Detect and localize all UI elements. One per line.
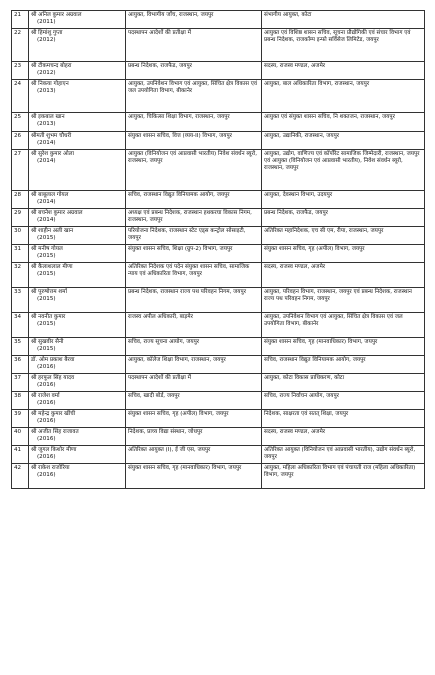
batch-year: (2015) (37, 271, 56, 277)
batch-year: (2016) (37, 382, 56, 388)
current-posting-cell: परियोजना निदेशक, राजस्थान स्टेट एड्स कन्ट्रोल सोसाइटी, जयपुर (126, 227, 262, 245)
new-posting-cell: सचिव, राजस्थान विद्युत विनियामक आयोग, जयपुर (262, 356, 425, 374)
officer-name: डॉ. ओम प्रकाश बैरवा (31, 357, 75, 363)
new-posting-cell: आयुक्त, देवस्थान विभाग, उदयपुर (262, 191, 425, 209)
batch-year: (2016) (37, 364, 56, 370)
current-posting-cell: सचिव, खादी बोर्ड, जयपुर (126, 392, 262, 410)
serial-number-cell: 34 (12, 313, 29, 338)
table-row (12, 464, 425, 489)
table-row (12, 191, 425, 209)
table-row (12, 428, 425, 446)
officer-cell (29, 150, 126, 191)
batch-year: (2015) (37, 321, 56, 327)
serial-number-cell: 36 (12, 356, 29, 374)
new-posting-cell: आयुक्त, उद्योग, वाणिज्य एवं कॉर्पोरेट सामाजिक जिम्मेदारी, राजस्थान, जयपुर एवं आयुक्त (विनियोजन एवं आप्रवासी भारतीय), निवेश संवर्धन ब्यूरो, राजस्थान, जयपुर (262, 150, 425, 191)
officer-name: श्री बचनेश कुमार अग्रवाल (31, 210, 83, 216)
batch-year: (2016) (37, 454, 56, 460)
officer-cell (29, 80, 126, 113)
serial-number-cell: 39 (12, 410, 29, 428)
officer-cell (29, 392, 126, 410)
officer-cell (29, 263, 126, 288)
officer-name: श्री हिमांशु गुप्ता (31, 30, 63, 36)
serial-number-cell: 22 (12, 29, 29, 62)
officer-name: श्री कैलाशलाल मीणा (31, 264, 73, 270)
officer-name: श्री पुरुषोत्तम शर्मा (31, 289, 67, 295)
table-row (12, 209, 425, 227)
table-row (12, 313, 425, 338)
officer-cell (29, 62, 126, 80)
current-posting-cell: अतिरिक्त आयुक्त (I), ई जी एस, जयपुर (126, 446, 262, 464)
serial-number-cell: 25 (12, 113, 29, 132)
officer-cell (29, 132, 126, 150)
batch-year: (2014) (37, 199, 56, 205)
current-posting-cell: आयुक्त, उपनिवेशन विभाग एवं आयुक्त, सिंचित क्षेत्र विकास एवं जल उपयोगिता विभाग, बीकानेर (126, 80, 262, 113)
officer-cell (29, 446, 126, 464)
serial-number-cell: 28 (12, 191, 29, 209)
current-posting-cell: आयुक्त, विभागीय जाँच, राजस्थान, जयपुर (126, 11, 262, 29)
batch-year: (2015) (37, 253, 56, 259)
table-row (12, 62, 425, 80)
serial-number-cell: 31 (12, 245, 29, 263)
current-posting-cell: अतिरिक्त निदेशक एवं पदेन संयुक्त शासन सचिव, सामाजिक न्याय एवं अधिकारिता विभाग, जयपुर (126, 263, 262, 288)
officer-name: श्री अजीत सिंह राजावत (31, 429, 79, 435)
officer-name: श्री निकया गोहाएन (31, 81, 69, 87)
current-posting-cell: संयुक्त शासन सचिव, शिक्षा (ग्रुप-2) विभाग, जयपुर (126, 245, 262, 263)
new-posting-cell: आयुक्त, उपनिवेशन विभाग एवं आयुक्त, सिंचित क्षेत्र विकास एवं जल उपयोगिता विभाग, बीकानेर (262, 313, 425, 338)
table-row (12, 150, 425, 191)
new-posting-cell: आयुक्त, बाल अधिकारिता विभाग, राजस्थान, जयपुर (262, 80, 425, 113)
new-posting-cell: सदस्य, राजस्व मण्डल, अजमेर (262, 263, 425, 288)
table-row (12, 410, 425, 428)
table-row (12, 374, 425, 392)
table-row (12, 356, 425, 374)
officer-name: श्री बाबूलाल गोयल (31, 192, 69, 198)
table-row (12, 132, 425, 150)
table-row (12, 11, 425, 29)
new-posting-cell: सचिव, राज्य निर्वाचन आयोग, जयपुर (262, 392, 425, 410)
new-posting-cell: अतिरिक्त महानिदेशक, एच सी एम, रीपा, राजस्थान, जयपुर (262, 227, 425, 245)
table-row (12, 113, 425, 132)
current-posting-cell: सचिव, राजस्थान विद्युत विनियामक आयोग, जयपुर (126, 191, 262, 209)
serial-number-cell: 37 (12, 374, 29, 392)
officer-cell (29, 313, 126, 338)
table-row (12, 288, 425, 313)
table-row (12, 392, 425, 410)
batch-year: (2015) (37, 235, 56, 241)
officer-name: श्री राजेश वर्मा (31, 393, 60, 399)
officer-name: श्रीमती शुभम चौधरी (31, 133, 72, 139)
officer-cell (29, 356, 126, 374)
new-posting-cell: संयुक्त शासन सचिव, गृह (अपील) विभाग, जयपुर (262, 245, 425, 263)
new-posting-cell: निदेशक, साक्षरता एवं सतत् शिक्षा, जयपुर (262, 410, 425, 428)
serial-number-cell: 30 (12, 227, 29, 245)
batch-year: (2016) (37, 472, 56, 478)
batch-year: (2015) (37, 296, 56, 302)
new-posting-cell: अतिरिक्त आयुक्त (विनियोजन एवं आप्रवासी भारतीय), उद्योग संवर्धन ब्यूरो, जयपुर (262, 446, 425, 464)
current-posting-cell: अध्यक्ष एवं प्रबन्ध निदेशक, राजस्थान हथकरघा विकास निगम, राजस्थान, जयपुर (126, 209, 262, 227)
batch-year: (2012) (37, 37, 56, 43)
serial-number-cell: 21 (12, 11, 29, 29)
new-posting-cell: आयुक्त एवं विशिष्ठ शासन सचिव, सूचना प्रौद्योगिकी एवं संचार विभाग एवं प्रबन्ध निदेशक, राजकॉम्प इन्फो सर्विसेज लिमिटेड, जयपुर (262, 29, 425, 62)
serial-number-cell: 26 (12, 132, 29, 150)
batch-year: (2016) (37, 400, 56, 406)
officer-cell (29, 227, 126, 245)
officer-name: श्री सुरेश कुमार ओला (31, 151, 74, 157)
officer-name: श्री जुगल किशोर मीणा (31, 447, 77, 453)
new-posting-cell: आयुक्त, उद्यानिकी, राजस्थान, जयपुर (262, 132, 425, 150)
serial-number-cell: 23 (12, 62, 29, 80)
officer-cell (29, 191, 126, 209)
officer-name: श्री मनीष गोयल (31, 246, 63, 252)
officer-cell (29, 288, 126, 313)
current-posting-cell: प्रबन्ध निदेशक, राजस्थान राज्य पथ परिवहन निगम, जयपुर (126, 288, 262, 313)
officer-name: श्री नवनीत कुमार (31, 314, 66, 320)
serial-number-cell: 38 (12, 392, 29, 410)
officer-name: श्री हरफूल सिंह यादव (31, 375, 75, 381)
officer-name: श्री शाहीन अली खान (31, 228, 74, 234)
officer-cell (29, 410, 126, 428)
serial-number-cell: 42 (12, 464, 29, 489)
batch-year: (2011) (37, 19, 56, 25)
new-posting-cell: आयुक्त, महिला अधिकारिता विभाग एवं पंचायती राज (महिला अधिकारिता) विभाग, जयपुर (262, 464, 425, 489)
table-row (12, 338, 425, 356)
new-posting-cell: आयुक्त, कोटा विकास प्राधिकरण, कोटा (262, 374, 425, 392)
batch-year: (2013) (37, 121, 56, 127)
serial-number-cell: 33 (12, 288, 29, 313)
current-posting-cell: सचिव, राज्य सूचना आयोग, जयपुर (126, 338, 262, 356)
batch-year: (2014) (37, 217, 56, 223)
serial-number-cell: 29 (12, 209, 29, 227)
current-posting-cell: संयुक्त शासन सचिव, वित्त (व्यय-II) विभाग, जयपुर (126, 132, 262, 150)
batch-year: (2016) (37, 436, 56, 442)
serial-number-cell: 40 (12, 428, 29, 446)
officer-cell (29, 338, 126, 356)
new-posting-cell: संभागीय आयुक्त, कोटा (262, 11, 425, 29)
current-posting-cell: प्रबन्ध निदेशक, राजफैड, जयपुर (126, 62, 262, 80)
serial-number-cell: 24 (12, 80, 29, 113)
new-posting-cell: संयुक्त शासन सचिव, गृह (मानवाधिकार) विभाग, जयपुर (262, 338, 425, 356)
officer-name: श्री इकबाल खान (31, 114, 65, 120)
batch-year: (2014) (37, 158, 56, 164)
new-posting-cell: आयुक्त, परिवहन विभाग, राजस्थान, जयपुर एवं प्रबन्ध निदेशक, राजस्थान राज्य पथ परिवहन निगम, जयपुर (262, 288, 425, 313)
officer-cell (29, 209, 126, 227)
officer-name: श्री राकेश राजोरिया (31, 465, 70, 471)
batch-year: (2015) (37, 346, 56, 352)
table-row (12, 446, 425, 464)
officer-name: श्री टीकमचन्द बोहरा (31, 63, 72, 69)
officer-cell (29, 245, 126, 263)
new-posting-cell: सदस्य, राजस्व मण्डल, अजमेर (262, 428, 425, 446)
new-posting-cell: आयुक्त एवं संयुक्त शासन सचिव, नि शक्तजन, राजस्थान, जयपुर (262, 113, 425, 132)
serial-number-cell: 35 (12, 338, 29, 356)
batch-year: (2014) (37, 140, 56, 146)
officer-name: श्री सुखवीर सैनी (31, 339, 64, 345)
table-row (12, 29, 425, 62)
officer-cell (29, 113, 126, 132)
new-posting-cell: सदस्य, राजस्व मण्डल, अजमेर (262, 62, 425, 80)
current-posting-cell: संयुक्त शासन सचिव, गृह (मानवाधिकार) विभाग, जयपुर (126, 464, 262, 489)
officer-cell (29, 428, 126, 446)
table-row (12, 245, 425, 263)
batch-year: (2012) (37, 70, 56, 76)
current-posting-cell: पदस्थापन आदेशों की प्रतीक्षा में (126, 29, 262, 62)
current-posting-cell: पदस्थापन आदेशों की प्रतीक्षा में (126, 374, 262, 392)
batch-year: (2013) (37, 88, 56, 94)
officer-name: श्री अनिल कुमार अग्रवाल (31, 12, 82, 18)
table-row (12, 263, 425, 288)
current-posting-cell: आयुक्त, चिकित्सा शिक्षा विभाग, राजस्थान, जयपुर (126, 113, 262, 132)
new-posting-cell: प्रबन्ध निदेशक, राजफैड, जयपुर (262, 209, 425, 227)
officer-cell (29, 374, 126, 392)
officer-name: श्री महेन्द्र कुमार खींची (31, 411, 76, 417)
officer-cell (29, 11, 126, 29)
table-row (12, 227, 425, 245)
serial-number-cell: 41 (12, 446, 29, 464)
officer-cell (29, 464, 126, 489)
current-posting-cell: आयुक्त (विनियोजन एवं आप्रवासी भारतीय) निवेश संवर्धन ब्यूरो, राजस्थान, जयपुर (126, 150, 262, 191)
current-posting-cell: निदेशक, प्राच्य विद्या संस्थान, जोधपुर (126, 428, 262, 446)
batch-year: (2016) (37, 418, 56, 424)
current-posting-cell: राजस्व अपील अधिकारी, बाड़मेर (126, 313, 262, 338)
serial-number-cell: 27 (12, 150, 29, 191)
current-posting-cell: संयुक्त शासन सचिव, गृह (अपील) विभाग, जयपुर (126, 410, 262, 428)
transfer-order-table (11, 10, 425, 489)
table-body (12, 11, 425, 489)
officer-cell (29, 29, 126, 62)
current-posting-cell: आयुक्त, कॉलेज शिक्षा विभाग, राजस्थान, जयपुर (126, 356, 262, 374)
table-row (12, 80, 425, 113)
serial-number-cell: 32 (12, 263, 29, 288)
